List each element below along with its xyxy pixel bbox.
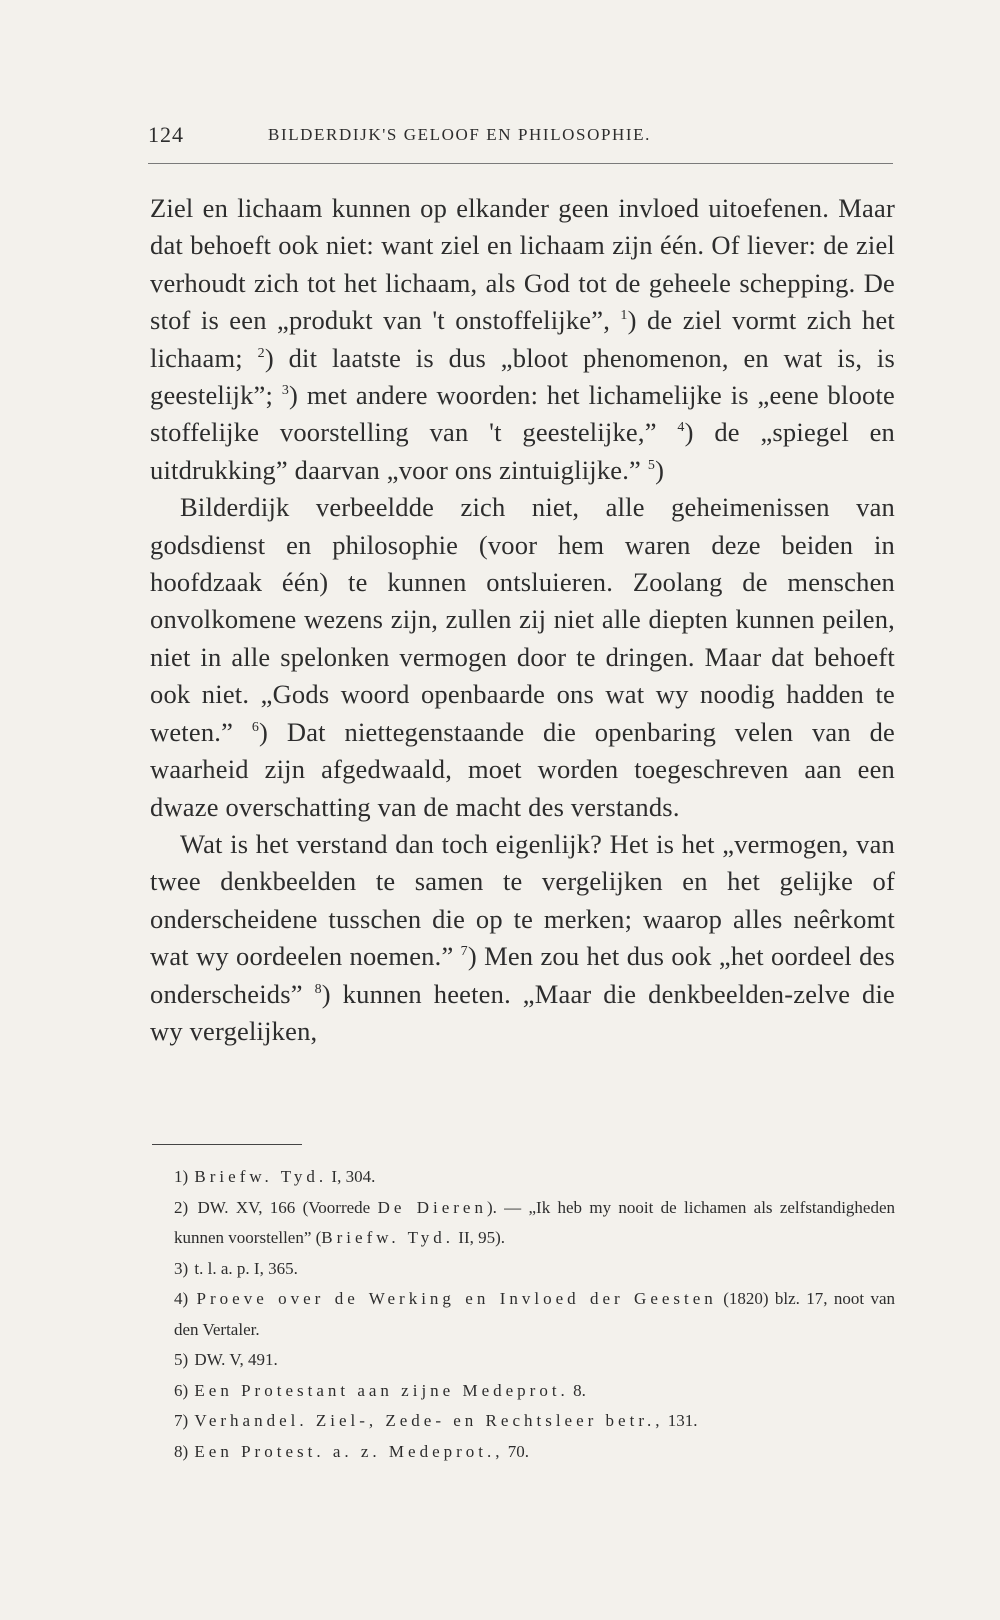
footnote-text: I, 304. [331,1167,376,1186]
footnote-1 [150,1162,895,1193]
footnote-source: Verhandel. Ziel-, Zede- en Rechtsleer betr., [194,1411,664,1430]
footnote-7 [150,1406,895,1437]
text-run: de „spiegel en uitdrukking” daarvan „voor ons zintuiglijke.” [150,417,896,485]
page-number: 124 [148,122,184,147]
text-run: Dat niettegenstaande die openbaring velen van de waarheid zijn afgedwaald, moet worden toegeschreven aan een dwaze overschatting van de macht des verstands. [150,716,895,822]
footnote-source: Briefw. Tyd. [321,1228,455,1247]
header-rule [148,163,893,164]
footnote-ref[interactable]: 7 [460,944,468,960]
footnote-text: DW. V, 491. [194,1350,278,1369]
footnote-number: 5) [174,1350,189,1369]
paragraph-1: Ziel en lichaam kunnen op elkander geen invloed uitoefenen. Maar dat behoeft ook niet: want ziel en lichaam zijn één. Of liever: de ziel verhoudt zich tot het lichaam, als God tot de geheele schepping. De stof is een „produkt van 't onstoffelijke”, $^1$) de ziel vormt zich het lichaam; $^2$) dit laatste is dus „bloot phenomenon, en wat is, is geestelijk”; $^3$) met andere woorden: het lichamelijke is „eene bloote stoffelijke voorstelling van 't geestelijke,” $^4$) de „spiegel en uitdrukking” daarvan „voor ons zintuiglijke.” $^5$) [150,193,896,485]
running-title: BILDERDIJK'S GELOOF EN PHILOSOPHIE. [268,125,652,144]
footnote-number: 4) [174,1289,189,1308]
footnote-number: 7) [174,1411,189,1430]
footnote-text: t. l. a. p. I, 365. [194,1258,298,1278]
footnote-text: 8. [573,1380,586,1400]
footnote-3 [150,1254,895,1285]
footnote-source: Een Protest. a. z. Medeprot., [194,1441,504,1461]
footnote-4 [150,1284,895,1345]
text-run: kunnen heeten. „Maar die denkbeelden-zelve die wy vergelijken, [150,978,895,1046]
footnote-ref[interactable]: 1 [620,308,628,324]
footnote-6 [150,1376,895,1407]
footnote-number: 3) [174,1258,189,1278]
footnote-ref[interactable]: 3 [281,383,290,399]
footnote-ref[interactable]: 6 [251,719,260,735]
text-run: de ziel vormt zich het lichaam; [150,305,895,373]
footnote-number: 1) [174,1167,189,1186]
footnote-number: 8) [174,1441,189,1461]
paragraph-3: Wat is het verstand dan toch eigenlijk? Het is het „vermogen, van twee denkbeelden te samen te vergelijken en het gelijke of onderscheidene tusschen die op te merken; waarop alles neêrkomt wat wy oordeelen noemen.” $^7$) Men zou het dus ook „het oordeel des onderscheids” $^8$) kunnen heeten. „Maar die denkbeelden-zelve die wy vergelijken, [150,828,896,1046]
footnote-text: II, 95). [458,1228,506,1247]
paragraph-2: Bilderdijk verbeeldde zich niet, alle geheimenissen van godsdienst en philosophie (voor hem waren deze beiden in hoofdzaak één) te kunnen ontsluieren. Zoolang de menschen onvolkomene wezens zijn, zullen zij niet alle diepten kunnen peilen, niet in alle spelonken vermogen door te dringen. Maar dat behoeft ook niet. „Gods woord openbaarde ons wat wy noodig hadden te weten.” $^6$) Dat niettegenstaande die openbaring velen van de waarheid zijn afgedwaald, moet worden toegeschreven aan een dwaze overschatting van de macht des verstands. [150,492,895,822]
footnote-source: Proeve over de Werking en Invloed der Geesten [196,1289,717,1308]
footnote-number: 2) [174,1197,189,1217]
text-run: Ziel en lichaam kunnen op elkander geen invloed uitoefenen. Maar dat behoeft ook niet: want ziel en lichaam zijn één. Of liever: de ziel verhoudt zich tot het lichaam, als God tot de geheele schepping. De stof is een „produkt van 't onstoffelijke”, [150,193,895,336]
footnote-text: DW. XV, 166 (Voorrede [197,1197,371,1217]
footnote-source: De Dieren [377,1197,487,1217]
footnote-source: Een Protestant aan zijne Medeprot. [194,1380,569,1400]
text-run: Bilderdijk verbeeldde zich niet, alle geheimenissen van godsdienst en philosophie (voor hem waren deze beiden in hoofdzaak één) te kunnen ontsluieren. Zoolang de menschen onvolkomene wezens zijn, zullen zij niet alle diepten kunnen peilen, niet in alle spelonken vermogen door te dringen. Maar dat behoeft ook niet. „Gods woord openbaarde ons wat wy noodig hadden te weten.” [150,492,895,747]
footnote-ref[interactable]: 8 [314,981,322,997]
footnote-ref[interactable]: 4 [677,420,685,436]
body-text [150,190,895,1050]
footnote-text: ). — „Ik heb my nooit de lichamen als zelfstandigheden kunnen voorstellen” ( [174,1197,896,1247]
text-run: Wat is het verstand dan toch eigenlijk? Het is het „vermogen, van twee denkbeelden te samen te vergelijken en het gelijke of onderscheidene tusschen die op te merken; waarop alles neêrkomt wat wy oordeelen noemen.” [150,828,895,972]
footnote-ref[interactable]: 5 [647,457,656,473]
footnote-number: 6) [174,1380,189,1400]
footnotes [150,1162,895,1467]
footnote-text: (1820) blz. 17, noot van den Vertaler. [174,1289,896,1339]
footnote-rule [152,1144,302,1145]
footnote-5 [150,1345,895,1376]
footnote-8 [150,1437,895,1468]
text-run: dit laatste is dus „bloot phenomenon, en wat is, is geestelijk”; [150,342,895,411]
text-run: met andere woorden: het lichamelijke is „eene bloote stoffelijke voorstelling van 't geestelijke,” [150,380,895,448]
footnote-2 [150,1193,895,1254]
footnote-text: 70. [507,1441,530,1461]
footnote-ref[interactable]: 2 [257,345,265,361]
footnote-text: 131. [667,1411,698,1430]
text-run: Men zou het dus ook „het oordeel des onderscheids” [150,941,896,1009]
footnote-source: Briefw. Tyd. [194,1167,328,1186]
